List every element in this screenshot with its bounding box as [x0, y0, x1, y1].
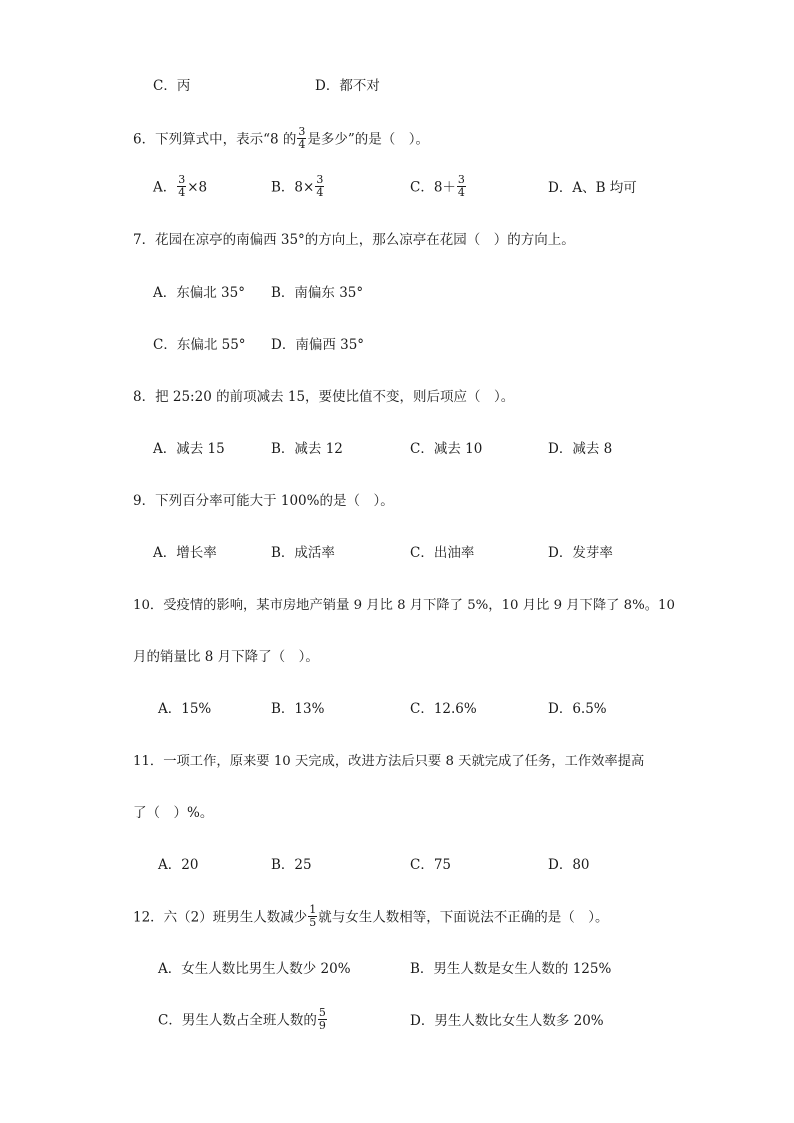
q6-option-d: D．A、B 均可: [548, 180, 637, 196]
q6-stem-post: 是多少”的是（ ）。: [307, 131, 430, 148]
q11-option-d: D．80: [548, 857, 590, 873]
q12-frac-den: 5: [309, 915, 317, 929]
q6-stem-pre: 6．下列算式中，表示“8 的: [133, 131, 297, 148]
q6-option-a-tail: ×8: [187, 179, 208, 196]
q11-stem-line1: 11．一项工作，原来要 10 天完成，改进方法后只要 8 天就完成了任务，工作效率提高: [133, 754, 645, 769]
q7-stem: 7．花园在凉亭的南偏西 35°的方向上，那么凉亭在花园（ ）的方向上。: [133, 232, 575, 248]
q8-stem: 8．把 25:20 的前项减去 15，要使比值不变，则后项应（ ）。: [133, 389, 515, 405]
q12-option-c-num: 5: [318, 1006, 326, 1019]
q7-option-d: D．南偏西 35°: [271, 337, 365, 353]
q10-stem-line2: 月的销量比 8 月下降了（ ）。: [133, 649, 319, 665]
q9-option-a: A．增长率: [153, 545, 217, 561]
q10-option-b: B．13%: [271, 701, 325, 717]
q6-option-c: [410, 173, 467, 200]
q6-frac-num: 3: [298, 125, 306, 138]
q10-option-c: C．12.6%: [410, 701, 477, 717]
q5-option-c: C．丙: [153, 78, 191, 94]
q6-option-b-fraction: [315, 174, 324, 198]
q8-option-a: A．减去 15: [153, 441, 225, 457]
q9-option-b: B．成活率: [271, 545, 335, 561]
q8-option-c: C．减去 10: [410, 441, 483, 457]
q6-option-c-den: 4: [457, 185, 465, 199]
q12-option-a: A．女生人数比男生人数少 20%: [158, 961, 351, 977]
q11-stem-line2: 了（ ）%。: [133, 805, 214, 821]
q8-option-d: D．减去 8: [548, 441, 613, 457]
q12-option-c: [158, 1006, 328, 1033]
q6-option-c-label: C．8＋: [410, 179, 456, 196]
q6-option-a-den: 4: [178, 185, 186, 199]
q6-option-a-num: 3: [178, 173, 186, 186]
q9-stem: 9．下列百分率可能大于 100%的是（ ）。: [133, 493, 394, 509]
q12-option-c-den: 9: [318, 1018, 326, 1032]
q6-option-a-fraction: [177, 174, 186, 198]
q10-option-a: A．15%: [158, 701, 212, 717]
q10-stem-line1: 10．受疫情的影响，某市房地产销量 9 月比 8 月下降了 5%，10 月比 9 月下降了 8%。10: [133, 598, 675, 613]
q6-option-a: [153, 173, 208, 200]
q12-option-b: B．男生人数是女生人数的 125%: [410, 961, 612, 977]
q6-option-b-num: 3: [316, 173, 324, 186]
q7-option-c: C．东偏北 55°: [153, 337, 246, 353]
q5-option-d: D．都不对: [315, 78, 380, 94]
q6-option-b-den: 4: [316, 185, 324, 199]
q6-option-a-label: A．: [153, 179, 177, 196]
q6-stem: [133, 125, 430, 152]
q6-frac-den: 4: [298, 137, 306, 151]
q12-option-c-fraction: [318, 1007, 327, 1031]
q7-option-b: B．南偏东 35°: [271, 285, 364, 301]
q8-option-b: B．减去 12: [271, 441, 343, 457]
q11-option-c: C．75: [410, 857, 452, 873]
q6-option-b-label: B．8×: [271, 179, 315, 196]
q6-fraction: [297, 126, 306, 150]
q11-option-a: A．20: [158, 857, 199, 873]
q9-option-c: C．出油率: [410, 545, 475, 561]
q12-frac-num: 1: [309, 903, 317, 916]
q12-stem: [133, 903, 609, 930]
q7-option-a: A．东偏北 35°: [153, 285, 245, 301]
q6-option-c-fraction: [457, 174, 466, 198]
q12-stem-post: 就与女生人数相等，下面说法不正确的是（ ）。: [318, 909, 609, 926]
q6-option-b: [271, 173, 325, 200]
q6-option-c-num: 3: [457, 173, 465, 186]
q9-option-d: D．发芽率: [548, 545, 613, 561]
q11-option-b: B．25: [271, 857, 312, 873]
q12-option-c-pre: C．男生人数占全班人数的: [158, 1012, 317, 1029]
q12-fraction: [308, 904, 317, 928]
q12-option-d: D．男生人数比女生人数多 20%: [410, 1013, 604, 1029]
q10-option-d: D．6.5%: [548, 701, 607, 717]
q12-stem-pre: 12．六（2）班男生人数减少: [133, 909, 308, 926]
